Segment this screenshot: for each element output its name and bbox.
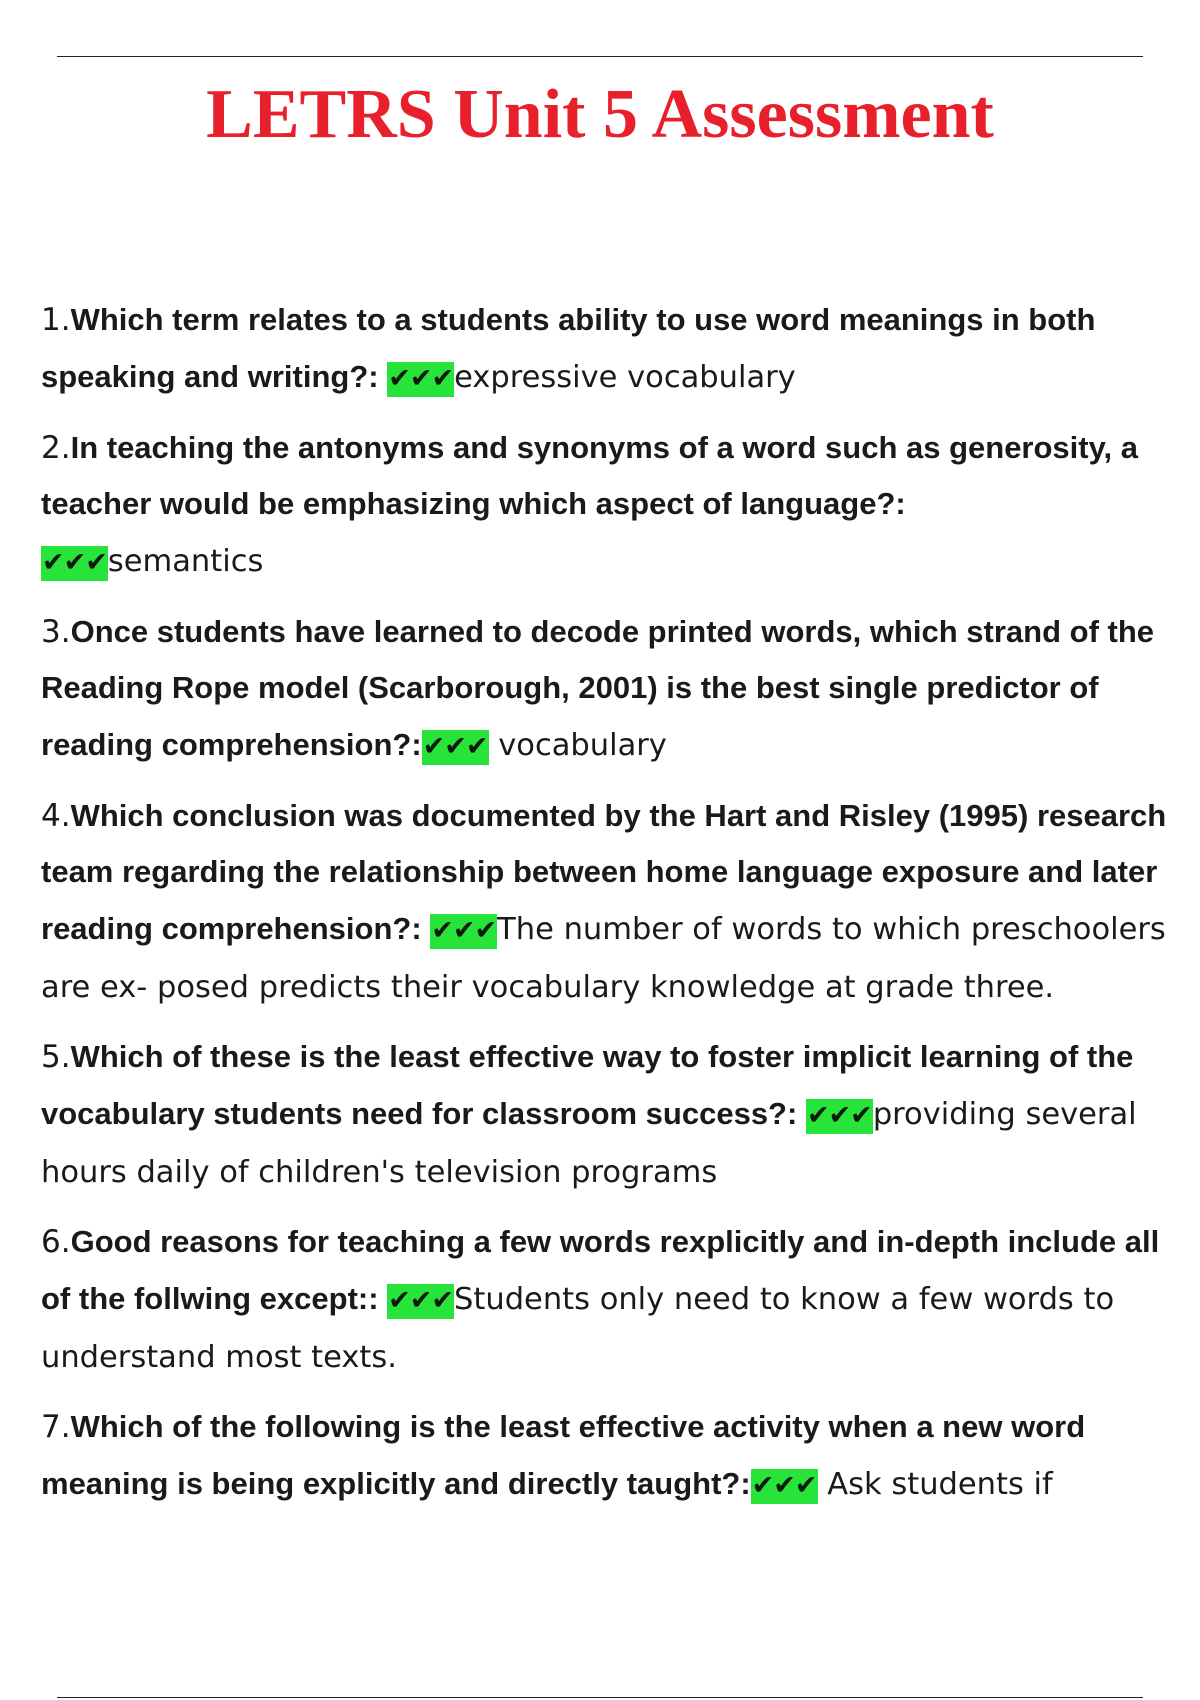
question-text: Which term relates to a students ability to use word meanings in both speaking and writing?:: [41, 302, 1096, 394]
question-item-4: [41, 788, 1181, 1017]
checkmark-icon: ✔✔✔: [751, 1469, 818, 1504]
answer-text: Students only need to know a few words to understand most texts.: [41, 1281, 1115, 1375]
question-text: Which of these is the least effective way to foster implicit learning of the vocabulary students need for classroom success?:: [41, 1039, 1134, 1131]
question-item-6: [41, 1214, 1181, 1387]
checkmark-icon: ✔✔✔: [41, 546, 108, 581]
question-number: 6.: [41, 1224, 71, 1260]
question-item-1: [41, 292, 1181, 407]
question-number: 4.: [41, 797, 71, 834]
answer-text: expressive vocabulary: [454, 359, 796, 395]
answer-text: Ask students if: [817, 1466, 1053, 1502]
bottom-divider: [57, 1697, 1143, 1698]
question-number: 3.: [41, 613, 71, 650]
question-text: Which of the following is the least effective activity when a new word meaning is being explicitly and directly taught?:: [41, 1409, 1086, 1501]
answer-text: providing several hours daily of children's television programs: [41, 1096, 1137, 1190]
question-number: 7.: [41, 1409, 71, 1445]
question-item-7: [41, 1399, 1181, 1514]
question-item-2: [41, 420, 1181, 592]
answer-text: vocabulary: [488, 727, 667, 763]
checkmark-icon: ✔✔✔: [422, 730, 489, 765]
top-divider: [57, 56, 1143, 57]
question-number: 5.: [41, 1039, 71, 1075]
question-item-5: [41, 1029, 1181, 1202]
answer-text: semantics: [107, 543, 264, 579]
answer-text: The number of words to which preschoolers are ex- posed predicts their vocabulary knowledge at grade three.: [41, 911, 1166, 1005]
page-title: LETRS Unit 5 Assessment: [206, 76, 994, 153]
question-text: In teaching the antonyms and synonyms of a word such as generosity, a teacher would be emphasizing which aspect of language?:: [41, 429, 1139, 521]
question-text: Once students have learned to decode printed words, which strand of the Reading Rope model (Scarborough, 2001) is the best single predictor of reading comprehension?:: [41, 613, 1155, 762]
question-text: Which conclusion was documented by the Hart and Risley (1995) research team regarding the relationship between home language exposure and later reading comprehension?:: [41, 797, 1167, 946]
checkmark-icon: ✔✔✔: [387, 362, 454, 397]
question-number: 2.: [41, 429, 71, 466]
checkmark-icon: ✔✔✔: [387, 1284, 454, 1319]
checkmark-icon: ✔✔✔: [430, 914, 497, 949]
question-text: Good reasons for teaching a few words rexplicitly and in-depth include all of the follwing except::: [41, 1224, 1160, 1316]
question-number: 1.: [41, 302, 71, 338]
question-list: [41, 292, 1181, 1527]
question-item-3: [41, 604, 1181, 776]
checkmark-icon: ✔✔✔: [806, 1099, 873, 1134]
